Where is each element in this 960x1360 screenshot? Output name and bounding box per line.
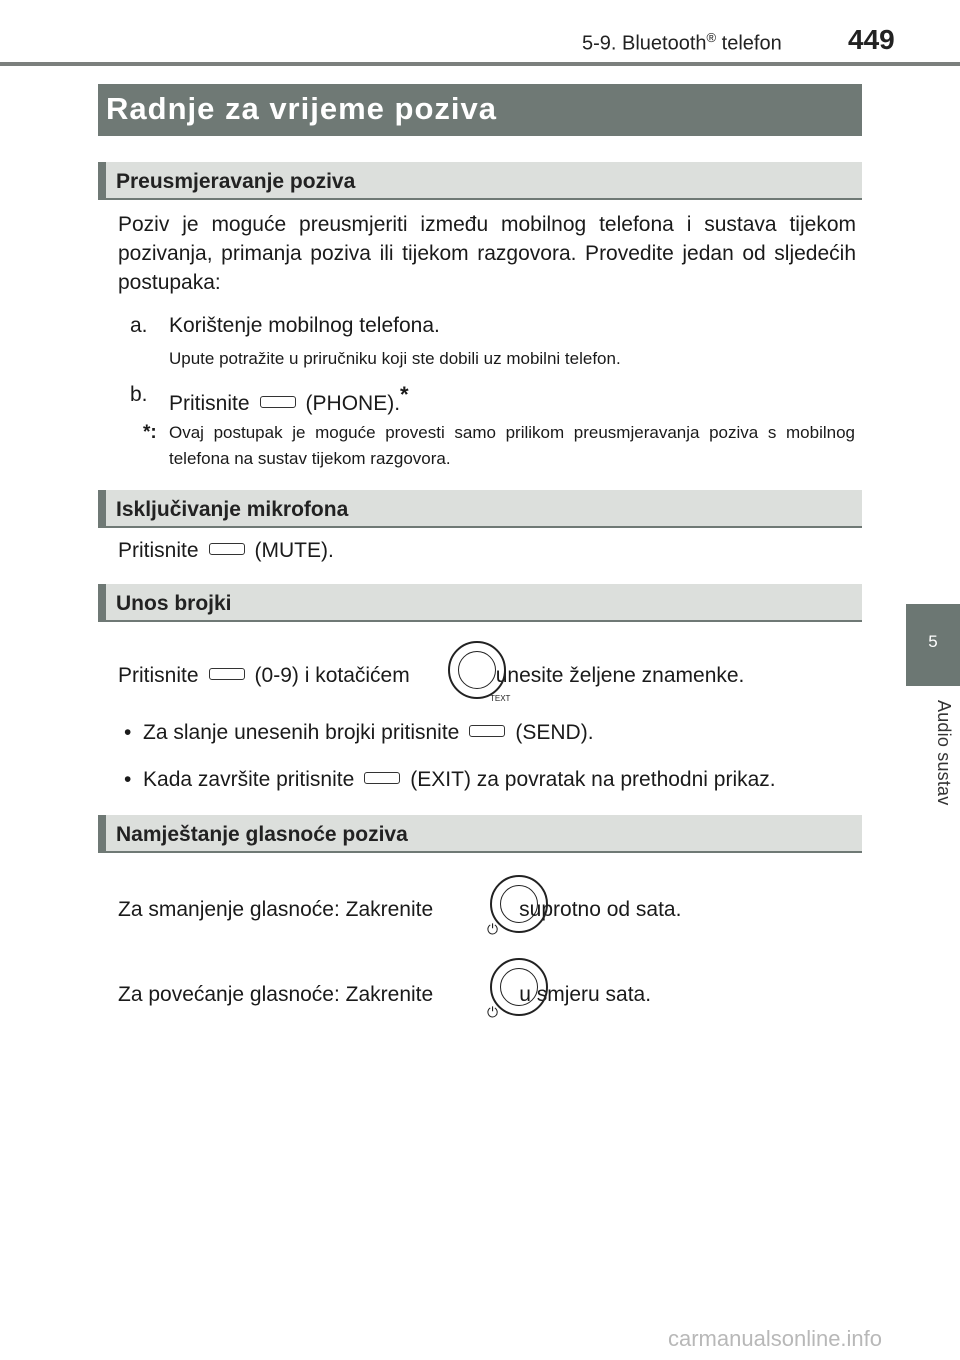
power-icon: ⏻ <box>487 1004 499 1020</box>
digits-instruction: Pritisnite (0-9) i kotačićem unesite željene znamenke. <box>118 664 745 687</box>
transfer-intro: Poziv je moguće preusmjeriti između mobilnog telefona i sustava tijekom pozivanja, primanja poziva ili tijekom razgovora. Provedite jedan od sljedećih postupaka: <box>118 213 856 294</box>
knob-text-label: TEXT <box>490 694 511 703</box>
watermark: carmanualsonline.info <box>668 1326 883 1351</box>
transfer-item-b: Pritisnite (PHONE).* <box>169 382 409 415</box>
side-tab-number: 5 <box>928 632 938 651</box>
section-heading-mute: Isključivanje mikrofona <box>98 490 862 528</box>
transfer-footnote: Ovaj postupak je moguće provesti samo prilikom preusmjeravanja poziva s mobilnog telefona na sustav tijekom razgovora. <box>169 423 855 468</box>
footnote-marker: *: <box>143 422 157 443</box>
list-marker-a: a. <box>130 314 148 337</box>
transfer-item-a-note: Upute potražite u priručniku koji ste dobili uz mobilni telefon. <box>169 349 621 368</box>
side-tab-label: Audio sustav <box>934 700 954 806</box>
send-button-icon <box>469 725 505 737</box>
volume-decrease-instruction: Za smanjenje glasnoće: Zakrenite suprotno od sata. <box>118 898 682 921</box>
phone-button-icon <box>260 396 296 408</box>
section-heading-digits: Unos brojki <box>98 584 862 622</box>
section-heading-volume: Namještanje glasnoće poziva <box>98 815 862 853</box>
volume-knob-icon <box>490 958 548 1016</box>
exit-button-icon <box>364 772 400 784</box>
footnote-star: * <box>400 382 409 407</box>
transfer-item-a: Korištenje mobilnog telefona. <box>169 314 440 337</box>
page-title: Radnje za vrijeme poziva <box>98 84 862 136</box>
header-rule <box>0 62 960 66</box>
volume-increase-instruction: Za povećanje glasnoće: Zakrenite u smjeru sata. <box>118 983 652 1006</box>
list-marker-b: b. <box>130 383 148 406</box>
volume-knob-icon <box>490 875 548 933</box>
power-icon: ⏻ <box>487 921 499 937</box>
digits-bullet-exit: • Kada završite pritisnite (EXIT) za povratak na prethodni prikaz. <box>124 768 776 791</box>
mute-button-icon <box>209 543 245 555</box>
chapter-title: 5-9. Bluetooth® telefon <box>582 30 782 55</box>
section-heading-transfer: Preusmjeravanje poziva <box>98 162 862 200</box>
page-number: 449 <box>848 24 895 55</box>
mute-instruction: Pritisnite (MUTE). <box>118 539 334 562</box>
digits-bullet-send: • Za slanje unesenih brojki pritisnite (SEND). <box>124 721 594 744</box>
tune-knob-icon <box>448 641 506 699</box>
digit-button-icon <box>209 668 245 680</box>
